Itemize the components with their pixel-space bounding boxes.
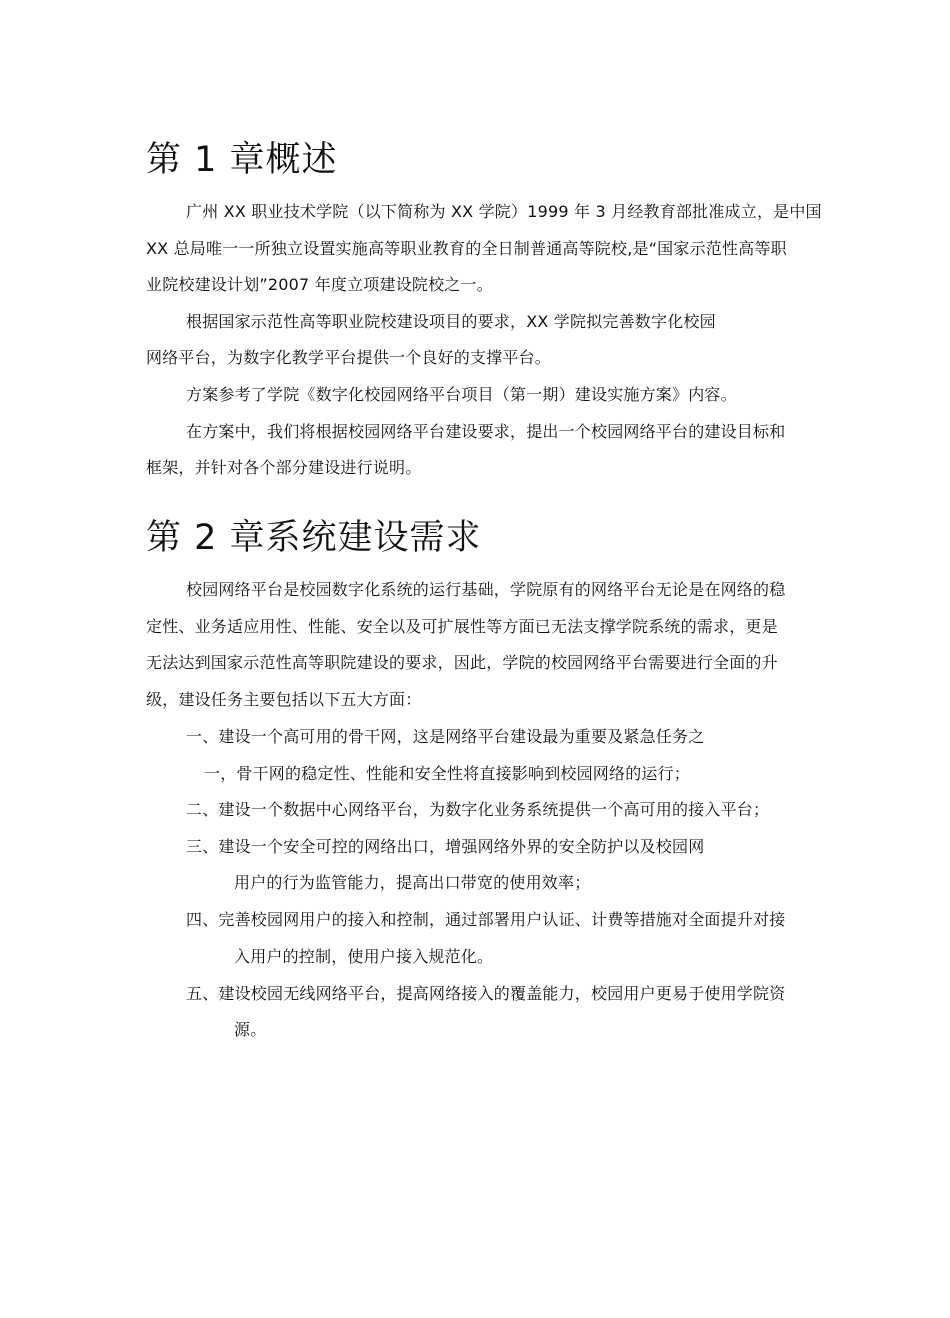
list-item-2: 二、建设一个数据中心网络平台，为数字化业务系统提供一个高可用的接入平台； [186,800,770,819]
chapter-1-line-4: 根据国家示范性高等职业院校建设项目的要求，XX 学院拟完善数字化校园 [186,312,716,331]
list-item-1-continued: 一，骨干网的稳定性、性能和安全性将直接影响到校园网络的运行； [204,764,691,783]
chapter-1-line-8: 框架，并针对各个部分建设进行说明。 [146,458,422,477]
chapter-2-intro-line-1: 校园网络平台是校园数字化系统的运行基础，学院原有的网络平台无论是在网络的稳 [186,580,786,599]
list-item-5-continued: 源。 [234,1020,267,1039]
list-item-4: 四、完善校园网用户的接入和控制，通过部署用户认证、计费等措施对全面提升对接 [186,910,786,929]
list-item-3: 三、建设一个安全可控的网络出口，增强网络外界的安全防护以及校园网 [186,837,705,856]
list-item-5: 五、建设校园无线网络平台，提高网络接入的覆盖能力，校园用户更易于使用学院资 [186,984,786,1003]
chapter-2-intro-line-2: 定性、业务适应用性、性能、安全以及可扩展性等方面已无法支撑学院系统的需求，更是 [146,617,778,636]
chapter-2-intro-line-3: 无法达到国家示范性高等职院建设的要求，因此，学院的校园网络平台需要进行全面的升 [146,653,778,672]
chapter-1-line-1: 广州 XX 职业技术学院（以下简称为 XX 学院）1999 年 3 月经教育部批准成立，是中国 [186,202,822,221]
list-item-4-continued: 入用户的控制，使用户接入规范化。 [234,947,494,966]
chapter-1-line-3: 业院校建设计划”2007 年度立项建设院校之一。 [146,275,493,294]
chapter-2-intro-line-4: 级，建设任务主要包括以下五大方面： [146,690,422,709]
chapter-2-title: 第 2 章系统建设需求 [146,518,482,558]
chapter-1-line-5: 网络平台，为数字化教学平台提供一个良好的支撑平台。 [146,348,552,367]
list-item-3-continued: 用户的行为监管能力，提高出口带宽的使用效率； [234,873,591,892]
list-item-1: 一、建设一个高可用的骨干网，这是网络平台建设最为重要及紧急任务之 [186,727,705,746]
chapter-1-title: 第 1 章概述 [146,140,338,180]
chapter-1-line-2: XX 总局唯一一所独立设置实施高等职业教育的全日制普通高等院校,是“国家示范性高等职 [146,239,787,258]
chapter-1-line-7: 在方案中，我们将根据校园网络平台建设要求，提出一个校园网络平台的建设目标和 [186,422,786,441]
chapter-1-line-6: 方案参考了学院《数字化校园网络平台项目（第一期）建设实施方案》内容。 [186,385,737,404]
